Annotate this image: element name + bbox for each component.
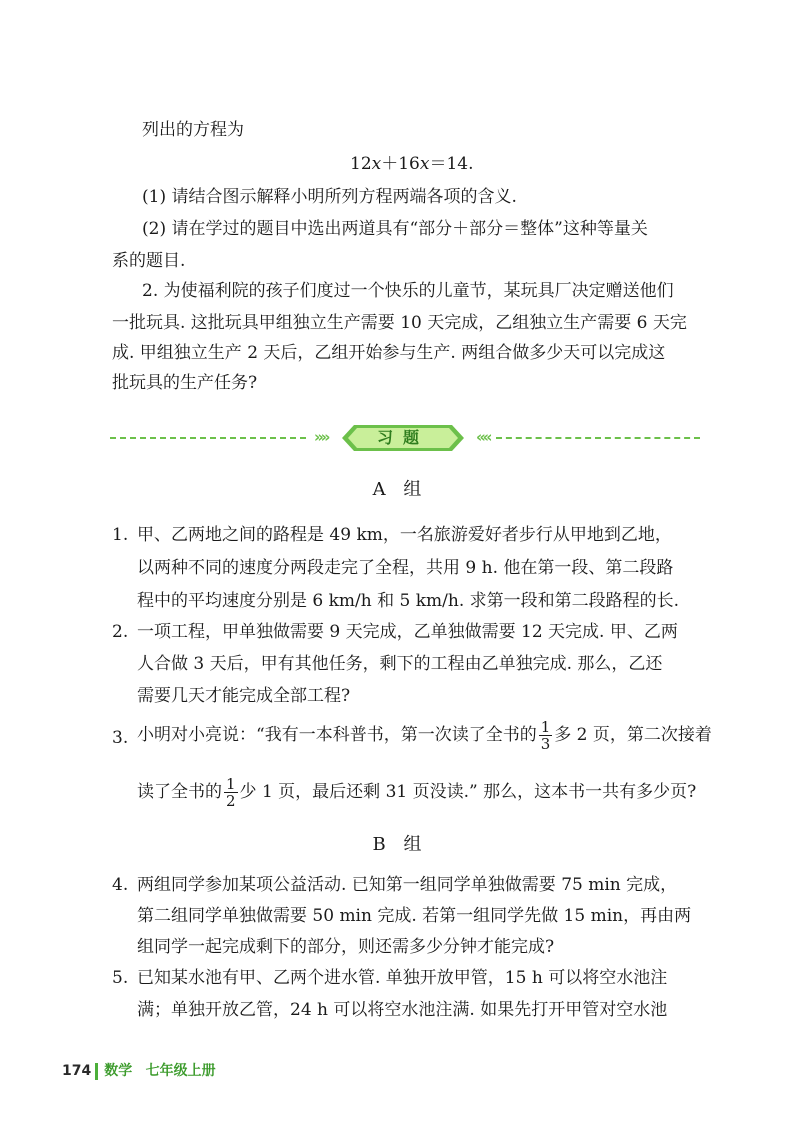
text-line: 读了全书的 $\frac{1}{2}$ 少 1 页，最后还剩 31 页没读.” 那么，这本书一共有多少页?: [137, 775, 697, 810]
text-line: 需要几天才能完成全部工程?: [137, 686, 351, 706]
double-chevron-right-icon: »»: [314, 428, 328, 446]
text-line: 成. 甲组独立生产 2 天后，乙组开始参与生产. 两组合做多少天可以完成这: [112, 343, 666, 363]
text-line: 满；单独开放乙管，24 h 可以将空水池注满. 如果先打开甲管对空水池: [137, 1000, 668, 1020]
text-line: 批玩具的生产任务?: [112, 373, 258, 393]
exercise-number: 2.: [112, 622, 129, 642]
fraction-one-third: $\frac{1}{3}$: [540, 718, 551, 753]
exercises-divider: [110, 423, 700, 453]
text-line: 一批玩具. 这批玩具甲组独立生产需要 10 天完成，乙组独立生产需要 6 天完: [112, 313, 687, 333]
page-number: 174: [62, 1063, 92, 1079]
double-chevron-left-icon: ««: [476, 428, 490, 446]
exercise-3: 小明对小亮说：“我有一本科普书，第一次读了全书的 $\frac{1}{3}$ 多 2 页，第二次接着: [137, 718, 712, 753]
group-b-heading: B 组: [372, 834, 428, 855]
text-line: 列出的方程为: [142, 120, 244, 140]
exercise-5: 已知某水池有甲、乙两个进水管. 单独开放甲管，15 h 可以将空水池注: [137, 968, 668, 988]
text-line: 组同学一起完成剩下的部分，则还需多少分钟才能完成?: [137, 937, 555, 957]
fraction-one-half: $\frac{1}{2}$: [226, 775, 236, 810]
exercise-number: 3.: [112, 728, 129, 748]
page-footer: [62, 1060, 216, 1080]
exercise-number: 5.: [112, 968, 129, 988]
footer-divider: [95, 1063, 98, 1080]
exercise-1: 甲、乙两地之间的路程是 49 km，一名旅游爱好者步行从甲地到乙地，: [137, 525, 672, 545]
text-line: 第二组同学单独做需要 50 min 完成. 若第一组同学先做 15 min，再由两: [137, 906, 692, 926]
exercises-title: 习题: [376, 428, 429, 447]
problem-2: 2. 为使福利院的孩子们度过一个快乐的儿童节，某玩具厂决定赠送他们: [142, 281, 674, 301]
question-2: (2) 请在学过的题目中选出两道具有“部分＋部分＝整体”这种等量关: [142, 219, 648, 239]
exercise-2: 一项工程，甲单独做需要 9 天完成，乙单独做需要 12 天完成. 甲、乙两: [137, 622, 678, 642]
text-line: 系的题目.: [112, 251, 186, 271]
footer-grade: 七年级上册: [145, 1063, 216, 1079]
dashed-line-left: [110, 437, 306, 439]
group-a-heading: A 组: [372, 479, 428, 500]
text-line: 人合做 3 天后，甲有其他任务，剩下的工程由乙单独完成. 那么，乙还: [137, 654, 663, 674]
exercise-4: 两组同学参加某项公益活动. 已知第一组同学单独做需要 75 min 完成，: [137, 875, 678, 895]
footer-subject: 数学: [104, 1063, 133, 1079]
exercise-number: 4.: [112, 875, 129, 895]
dashed-line-right: [496, 437, 700, 439]
text-line: 程中的平均速度分别是 6 km/h 和 5 km/h. 求第一段和第二段路程的长.: [137, 591, 680, 611]
exercises-badge: [340, 423, 466, 453]
exercise-number: 1.: [112, 525, 129, 545]
question-1: (1) 请结合图示解释小明所列方程两端各项的含义.: [142, 187, 517, 207]
equation: 12x＋16x＝14.: [350, 154, 474, 174]
text-line: 以两种不同的速度分两段走完了全程，共用 9 h. 他在第一段、第二段路: [137, 558, 674, 578]
